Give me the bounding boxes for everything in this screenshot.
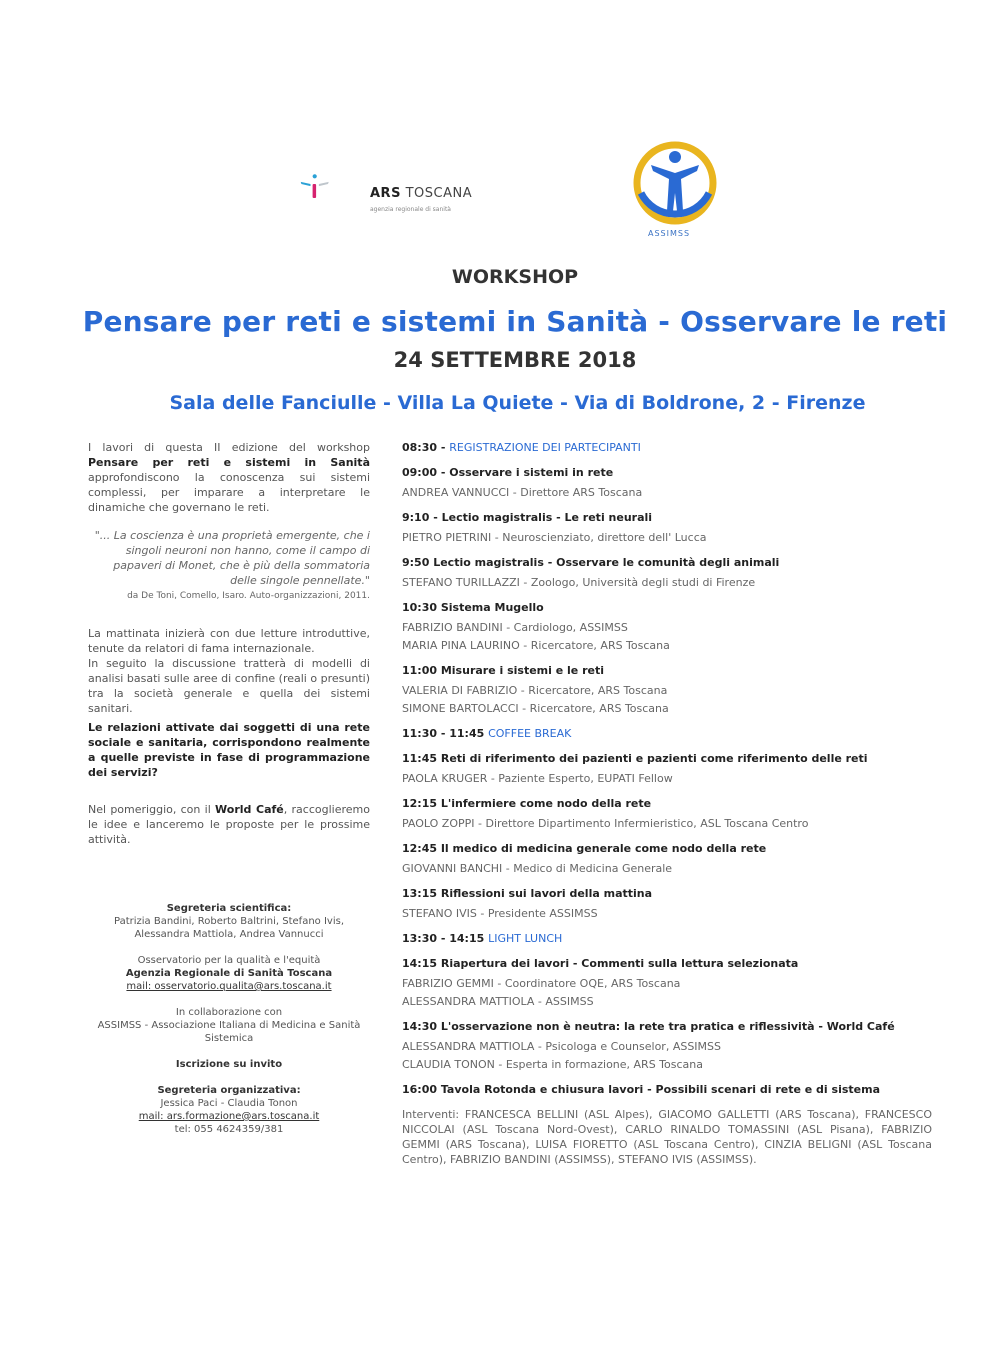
program-note: LIGHT LUNCH bbox=[488, 932, 563, 945]
quote: "... La coscienza è una proprietà emergente, che i singoli neuroni non hanno, come il campo di papaveri di Monet, che è più della sommatoria delle singole pennellate." bbox=[94, 529, 370, 587]
program-time: 08:30 - bbox=[402, 441, 450, 454]
program-title: Misurare i sistemi e le reti bbox=[440, 664, 605, 677]
event-venue: Sala delle Fanciulle - Villa La Quiete - Via di Boldrone, 2 - Firenze bbox=[169, 392, 866, 414]
program-time: 13:15 bbox=[402, 887, 441, 900]
program-item bbox=[402, 440, 932, 455]
morning-paragraph: La mattinata inizierà con due letture introduttive, tenute da relatori di fama internazionale. bbox=[88, 627, 370, 655]
speaker: ANDREA VANNUCCI - Direttore ARS Toscana bbox=[402, 486, 643, 499]
speaker: GIOVANNI BANCHI - Medico di Medicina Generale bbox=[402, 862, 673, 875]
left-column bbox=[88, 440, 370, 1149]
collaboration: In collaborazione con ASSIMSS - Associazione Italiana di Medicina e Sanità Sistemica bbox=[97, 1007, 361, 1044]
speaker: PIETRO PIETRINI - Neuroscienziato, direttore dell' Lucca bbox=[402, 531, 707, 544]
program-item-title bbox=[402, 886, 932, 901]
speaker: PAOLO ZOPPI - Direttore Dipartimento Infermieristico, ASL Toscana Centro bbox=[402, 817, 809, 830]
program-title: L'infermiere come nodo della rete bbox=[440, 797, 652, 810]
credits bbox=[88, 902, 370, 1136]
program-title: Osservare i sistemi in rete bbox=[449, 466, 614, 479]
invite-note: Iscrizione su invito bbox=[175, 1059, 283, 1070]
ars-toscana-wordmark: ARS TOSCANA bbox=[370, 186, 473, 201]
program-item-title bbox=[402, 726, 932, 741]
program-time: 11:00 bbox=[402, 664, 441, 677]
program-item bbox=[402, 796, 932, 831]
program-title: Sistema Mugello bbox=[440, 601, 544, 614]
program-time: 14:30 bbox=[402, 1020, 441, 1033]
program-time: 11:45 bbox=[402, 752, 441, 765]
program-item-title bbox=[402, 465, 932, 480]
event-title: Pensare per reti e sistemi in Sanità - Osservare le reti bbox=[82, 305, 948, 338]
program-item-title bbox=[402, 440, 932, 455]
ars-toscana-subtitle: agenzia regionale di sanità bbox=[370, 206, 451, 213]
program-item bbox=[402, 886, 932, 921]
program-item-title bbox=[402, 956, 932, 971]
program-title: Lectio magistralis - Osservare le comunità degli animali bbox=[433, 556, 780, 569]
round-table-speakers: Interventi: FRANCESCA BELLINI (ASL Alpes), GIACOMO GALLETTI (ARS Toscana), FRANCESCO NICCOLAI (ASL Toscana Nord-Ovest), CARLO RINALDO TOMASSINI (ASL Pisana), FABRIZIO GEMMI (ARS Toscana), LUISA FIORETTO (ASL Toscana Centro), CINZIA BELIGNI (ASL Toscana Centro), FABRIZIO BANDINI (ASSIMSS), STEFANO IVIS (ASSIMSS). bbox=[402, 1108, 932, 1166]
program-item bbox=[402, 1082, 932, 1097]
program-speakers bbox=[402, 816, 932, 831]
program-item bbox=[402, 510, 932, 545]
program-time: 10:30 bbox=[402, 601, 441, 614]
program-item bbox=[402, 663, 932, 716]
program-title: Reti di riferimento dei pazienti e pazienti come riferimento delle reti bbox=[440, 752, 868, 765]
program-title: Lectio magistralis - Le reti neurali bbox=[441, 511, 653, 524]
speaker: CLAUDIA TONON - Esperta in formazione, ARS Toscana bbox=[402, 1058, 703, 1071]
program-item bbox=[402, 751, 932, 786]
program-time: 9:10 - bbox=[402, 511, 442, 524]
organizing-secretariat: Segreteria organizzativa: Jessica Paci - Claudia Tonon mail: ars.formazione@ars.toscana.it tel: 055 4624359/381 bbox=[88, 1084, 370, 1136]
program-speakers bbox=[402, 620, 932, 653]
afternoon-paragraph: Nel pomeriggio, con il World Café, raccoglieremo le idee e lanceremo le proposte per le prossime attività. bbox=[88, 803, 370, 846]
event-date: 24 SETTEMBRE 2018 bbox=[393, 348, 637, 372]
intro-paragraph: I lavori di questa II edizione del workshop Pensare per reti e sistemi in Sanità approfondiscono la conoscenza sui sistemi complessi, per imparare a interpretare le dinamiche che governano le reti. bbox=[88, 441, 370, 514]
program-time: 16:00 bbox=[402, 1083, 441, 1096]
program-item-title bbox=[402, 1082, 932, 1097]
program-title: Il medico di medicina generale come nodo della rete bbox=[440, 842, 767, 855]
program-title: Riflessioni sui lavori della mattina bbox=[440, 887, 653, 900]
speaker: STEFANO TURILLAZZI - Zoologo, Università degli studi di Firenze bbox=[402, 576, 756, 589]
speaker: FABRIZIO BANDINI - Cardiologo, ASSIMSS bbox=[402, 621, 628, 634]
speaker: ALESSANDRA MATTIOLA - Psicologa e Counselor, ASSIMSS bbox=[402, 1040, 722, 1053]
program-title: Tavola Rotonda e chiusura lavori - Possibili scenari di rete e di sistema bbox=[440, 1083, 880, 1096]
quote-reference: da De Toni, Comello, Isaro. Auto-organizzazioni, 2011. bbox=[127, 591, 370, 601]
scientific-secretariat: Segreteria scientifica: Patrizia Bandini, Roberto Baltrini, Stefano Ivis, Alessandra Mattiola, Andrea Vannucci bbox=[113, 903, 344, 940]
program-time: 12:45 bbox=[402, 842, 441, 855]
program-speakers bbox=[402, 976, 932, 1009]
program-item-title bbox=[402, 796, 932, 811]
program-time: 12:15 bbox=[402, 797, 441, 810]
program-speakers bbox=[402, 575, 932, 590]
program-time: 11:30 - 11:45 bbox=[402, 727, 489, 740]
program-item-title bbox=[402, 663, 932, 678]
program-speakers bbox=[402, 771, 932, 786]
speaker: VALERIA DI FABRIZIO - Ricercatore, ARS Toscana bbox=[402, 684, 668, 697]
program-item bbox=[402, 931, 932, 946]
program-speakers bbox=[402, 861, 932, 876]
speaker: MARIA PINA LAURINO - Ricercatore, ARS Toscana bbox=[402, 639, 670, 652]
observatory-email-link[interactable]: mail: osservatorio.qualita@ars.toscana.it bbox=[126, 981, 332, 992]
speaker: ALESSANDRA MATTIOLA - ASSIMSS bbox=[402, 995, 594, 1008]
discussion-paragraph: In seguito la discussione tratterà di modelli di analisi basati sulle aree di confine (reali o presunti) tra la società generale e quella dei sistemi sanitari. bbox=[88, 657, 370, 715]
program-item bbox=[402, 600, 932, 653]
program-speakers bbox=[402, 906, 932, 921]
program-speakers bbox=[402, 683, 932, 716]
organizing-email-link[interactable]: mail: ars.formazione@ars.toscana.it bbox=[138, 1111, 320, 1122]
observatory: Osservatorio per la qualità e l'equità Agenzia Regionale di Sanità Toscana mail: osservatorio.qualita@ars.toscana.it bbox=[88, 954, 370, 993]
program-item-title bbox=[402, 751, 932, 766]
program-time: 13:30 - 14:15 bbox=[402, 932, 489, 945]
program-item bbox=[402, 726, 932, 741]
program-speakers bbox=[402, 530, 932, 545]
workshop-label: WORKSHOP bbox=[451, 266, 579, 288]
program bbox=[402, 440, 932, 1167]
program-item-title bbox=[402, 600, 932, 615]
program-note: REGISTRAZIONE DEI PARTECIPANTI bbox=[449, 441, 641, 454]
program-item bbox=[402, 465, 932, 500]
speaker: PAOLA KRUGER - Paziente Esperto, EUPATI Fellow bbox=[402, 772, 673, 785]
program-item bbox=[402, 841, 932, 876]
program-item-title bbox=[402, 555, 932, 570]
speaker: STEFANO IVIS - Presidente ASSIMSS bbox=[402, 907, 598, 920]
program-speakers bbox=[402, 485, 932, 500]
program-title: L'osservazione non è neutra: la rete tra pratica e riflessività - World Café bbox=[440, 1020, 895, 1033]
program-time: 14:15 bbox=[402, 957, 441, 970]
speaker: FABRIZIO GEMMI - Coordinatore OQE, ARS Toscana bbox=[402, 977, 681, 990]
program-item bbox=[402, 956, 932, 1009]
question-paragraph: Le relazioni attivate dai soggetti di una rete sociale e sanitaria, corrispondono realmente a quelle previste in fase di programmazione dei servizi? bbox=[88, 721, 370, 779]
ars-toscana-logo bbox=[300, 150, 370, 225]
program-speakers bbox=[402, 1039, 932, 1072]
program-note: COFFEE BREAK bbox=[488, 727, 572, 740]
program-item bbox=[402, 1019, 932, 1072]
program-item-title bbox=[402, 931, 932, 946]
program-time: 9:50 bbox=[402, 556, 434, 569]
program-item-title bbox=[402, 841, 932, 856]
program-item bbox=[402, 555, 932, 590]
program-time: 09:00 - bbox=[402, 466, 450, 479]
program-item-title bbox=[402, 510, 932, 525]
program-title: Riapertura dei lavori - Commenti sulla lettura selezionata bbox=[440, 957, 799, 970]
assimss-wordmark: ASSIMSS bbox=[648, 229, 691, 238]
speaker: SIMONE BARTOLACCI - Ricercatore, ARS Toscana bbox=[402, 702, 669, 715]
program-item-title bbox=[402, 1019, 932, 1034]
